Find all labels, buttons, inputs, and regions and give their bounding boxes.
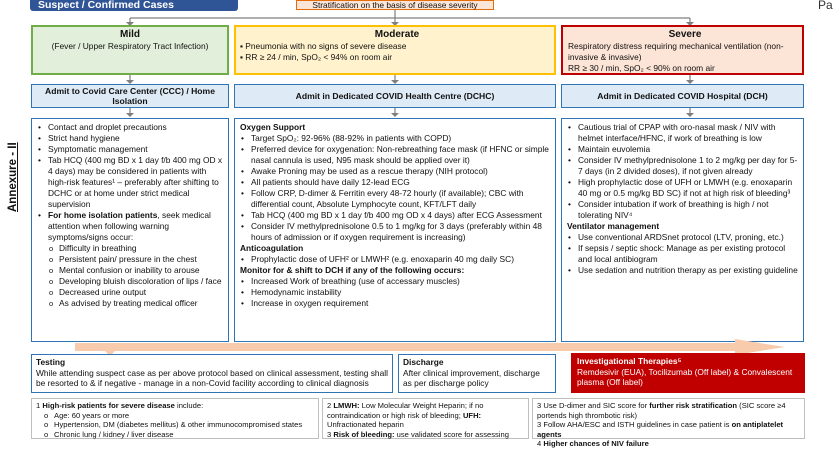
list-item: • If sepsis / septic shock: Manage as per existing protocol and local antibiogram (567, 243, 799, 265)
high-risk-rest: include: (174, 401, 204, 410)
ventilator-heading: Ventilator management (567, 221, 660, 231)
admit-moderate: Admit in Dedicated COVID Health Centre (DCHC) (234, 84, 556, 108)
list-item: • Use sedation and nutrition therapy as per existing guideline (567, 265, 799, 276)
mild-desc: (Fever / Upper Respiratory Tract Infection) (51, 41, 209, 51)
page-edge-text: Pa (818, 0, 833, 12)
footnote-lmwh (322, 398, 529, 439)
list-item: • Increase in oxygen requirement (240, 298, 551, 309)
risk-strat-heading: further risk stratification (649, 401, 738, 410)
lmwh-text: Low Molecular Weight Heparin; if no contraindication or high risk of bleeding; (327, 401, 484, 420)
symptom-item: o Persistent pain/ pressure in the chest (37, 254, 224, 265)
discharge-heading: Discharge (403, 357, 444, 367)
annexure-label: Annexure - II (7, 142, 19, 212)
list-item: • Symptomatic management (37, 144, 224, 155)
footnote-number: 4 (537, 439, 542, 449)
footnote-high-risk (31, 398, 319, 439)
oxygen-support-heading: Oxygen Support (240, 122, 306, 132)
list-item: • Strict hand hygiene (37, 133, 224, 144)
moderate-line1: Pneumonia with no signs of severe disease (245, 41, 407, 51)
admit-severe: Admit in Dedicated COVID Hospital (DCH) (561, 84, 804, 108)
stratification-header: Stratification on the basis of disease severity (296, 0, 494, 10)
list-item: • Increased Work of breathing (use of accessary muscles) (240, 276, 551, 287)
investigational-text: Remdesivir (EUA), Tocilizumab (Off label) & Convalescent plasma (Off label) (577, 366, 793, 387)
antiplatelet-heading: on antiplatelet agents (537, 420, 784, 439)
symptom-item: o Decreased urine output (37, 287, 224, 298)
symptom-item: o Developing bluish discoloration of lips / face (37, 276, 224, 287)
list-item: o Hypertension, DM (diabetes mellitus) & other immunocompromised states (36, 420, 314, 430)
ufh-text: Unfractionated heparin (327, 420, 404, 430)
list-item: o Age: 60 years or more (36, 411, 314, 421)
discharge-box (398, 354, 556, 393)
list-item: • Maintain euvolemia (567, 144, 799, 155)
niv-failure-heading: Higher chances of NIV failure (543, 439, 649, 449)
anticoagulation-heading: Anticoagulation (240, 243, 304, 253)
lmwh-heading: LMWH: (333, 401, 360, 410)
footnote-number: 3 (327, 429, 332, 439)
list-item: • Follow CRP, D-dimer & Ferritin every 48-72 hourly (if available); CBC with differential count, Absolute Lymphocyte count, KFT/LFT daily (240, 188, 551, 210)
list-item: • Target SpO₂: 92-96% (88-92% in patients with COPD) (240, 133, 551, 144)
dimer-text: 3 Use D-dimer and SIC score for (537, 401, 648, 410)
bleeding-text: use validated score for assessing (394, 429, 509, 439)
suspect-cases-header: Suspect / Confirmed Cases (30, 0, 238, 11)
symptom-item: o Mental confusion or inability to arouse (37, 265, 224, 276)
home-isolation-rest: , seek medical attention when following warning symptoms/signs occur: (48, 210, 211, 242)
footnote-dimer (532, 398, 805, 449)
footnote-number: 2 (327, 401, 332, 410)
list-item: • All patients should have daily 12-lead ECG (240, 177, 551, 188)
footnote-number: 1 (36, 401, 41, 410)
investigational-heading: Investigational Therapies⁵ (577, 356, 682, 366)
list-item: • Consider intubation if work of breathing is high / not tolerating NIV⁴ (567, 199, 799, 221)
testing-heading: Testing (36, 357, 66, 367)
severe-line1: Respiratory distress requiring mechanical ventilation (non-invasive & invasive) (568, 41, 784, 62)
symptom-item: o Difficulty in breathing (37, 243, 224, 254)
monitor-heading: Monitor for & shift to DCH if any of the following occurs: (240, 265, 465, 275)
high-risk-heading: High-risk patients for severe disease (42, 401, 175, 410)
severity-moderate: Moderate ▪ Pneumonia with no signs of severe disease ▪ RR ≥ 24 / min, SpO₂ < 94% on room air (234, 25, 556, 75)
ufh-heading: UFH: (462, 410, 482, 420)
severe-line2: RR ≥ 30 / min, SpO₂ < 90% on room air (568, 63, 715, 73)
list-item: • Contact and droplet precautions (37, 122, 224, 133)
list-item: • High prophylactic dose of UFH or LMWH (e.g. enoxaparin 40 mg or 0.5 mg/kg BD SC) if not at high risk of bleeding³ (567, 177, 799, 199)
list-item: • Preferred device for oxygenation: Non-rebreathing face mask (if HFNC or simple nasal cannula is used, N95 mask should be applied over it) (240, 144, 551, 166)
list-item: o Chronic lung / kidney / liver disease (36, 430, 314, 440)
discharge-text: After clinical improvement, discharge as per discharge policy (403, 367, 540, 388)
admit-mild: Admit to Covid Care Center (CCC) / Home Isolation (31, 84, 229, 108)
list-item: • Prophylactic dose of UFH² or LMWH² (e.g. enoxaparin 40 mg daily SC) (240, 254, 551, 265)
list-item: • Hemodynamic instability (240, 287, 551, 298)
severe-title: Severe (668, 29, 702, 40)
list-item: • Tab HCQ (400 mg BD x 1 day f/b 400 mg OD x 4 days) after ECG Assessment (240, 210, 551, 221)
moderate-line2: RR ≥ 24 / min, SpO₂ < 94% on room air (245, 52, 393, 62)
dimer-rest: (SIC score ≥4 portends high thrombotic risk) (537, 401, 786, 420)
bleeding-heading: Risk of bleeding: (333, 429, 395, 439)
testing-box (31, 354, 393, 393)
list-item: • Use conventional ARDSnet protocol (LTV, proning, etc.) (567, 232, 799, 243)
investigational-box (571, 353, 805, 393)
list-item: • Tab HCQ (400 mg BD x 1 day f/b 400 mg OD x 4 days) may be considered in patients with high-risk features¹ – preferably after shifting to DCHC or at home under strict medical supervision (37, 155, 224, 210)
home-isolation-lead: For home isolation patients (48, 210, 158, 220)
aha-text: 3 Follow AHA/ESC and ISTH guidelines in case patient is (537, 420, 730, 430)
list-item: • Consider IV methylprednisolone 0.5 to 1 mg/kg for 3 days (preferably within 48 hours of admission or if oxygen requirement is increasing) (240, 221, 551, 243)
list-item: • Awake Proning may be used as a rescue therapy (NIH protocol) (240, 166, 551, 177)
symptom-item: o As advised by treating medical officer (37, 298, 224, 309)
list-item: • Cautious trial of CPAP with oro-nasal mask / NIV with helmet interface/HFNC, if work of breathing is low (567, 122, 799, 144)
list-item: • Consider IV methylprednisolone 1 to 2 mg/kg per day for 5-7 days (in 2 divided doses), if not given already (567, 155, 799, 177)
mild-title: Mild (120, 29, 140, 40)
moderate-title: Moderate (374, 29, 420, 40)
testing-text: While attending suspect case as per above protocol based on clinical assessment, testing shall be resorted to & if negative - manage in a non-Covid facility according to clinical diagnosis (36, 367, 388, 388)
